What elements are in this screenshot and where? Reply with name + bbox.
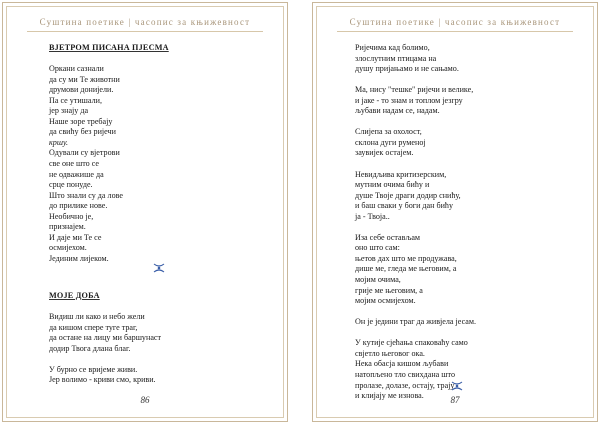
poem-line: љубави надам се, надам. [355,106,440,116]
poem-line: све оне што се [49,159,99,169]
poem-line: Јединим лијеком. [49,253,109,263]
poem-line: Он је једини траг да живјела јесам. [355,317,476,327]
poem-line: Што знали су да лове [49,190,123,200]
poem-line: У бурно се вријеме живи. [49,364,138,374]
poem-line: јер знају да [49,106,89,116]
poem-line: не одважише да [49,169,104,179]
poem-title: ВЈЕТРОМ ПИСАНА ПЈЕСМА [49,43,169,52]
poem-line: да свићу без ријечи [49,127,116,137]
poem-line: Па се утишали, [49,95,102,105]
poem-line: Видиш ли како и небо жели [49,312,145,322]
poem-line: дише ме, гледа ме његовим, а [355,264,457,274]
poem-vjetrom [49,43,267,264]
left-page [2,2,288,422]
poem-line: натопљено тло свихдана што [355,369,456,379]
poem-line: душу пријањамо и не сањамо. [355,64,459,74]
poem-line: злослутним птицама на [355,53,437,63]
poem-line: душе Твоје драги додир снићу, [355,190,461,200]
running-head: Суштина поетике | часопис за књижевност [39,17,251,27]
poem-line: друмови донијели. [49,85,114,95]
poem-line: Слијепа за охолост, [355,127,422,137]
poem-line: У кутије сјећања спаковаћу само [355,338,468,348]
poem-continuation [355,43,577,402]
poem-line: кршу. [49,137,69,147]
poem-title: МОЈЕ ДОБА [49,291,100,300]
poem-line: додир Твога длана благ. [49,343,131,353]
poem-line: да кишом спере туге траг, [49,322,138,332]
poem-line: Иза себе остављам [355,232,421,242]
poem-line: Одували су вјетрови [49,148,120,158]
poem-line: грије ме његовим, а [355,285,423,295]
poem-line: Наше зоре требају [49,116,113,126]
poem-moje-doba [49,291,267,386]
page-number: 87 [450,395,460,405]
poem-line: да остане на лицу ми баршунаст [49,333,162,343]
poem-line: и баш сваки у боги дан бићу [355,201,454,211]
poem-line: да су ми Те животни [49,74,120,84]
poem-line: И даје ми Те се [49,232,102,242]
poem-line: склона дуги руменој [355,137,426,147]
fleuron-ornament-icon [451,381,463,391]
poem-line: ја - Твоја.. [355,211,390,221]
poem-line: осмијехом. [49,243,87,253]
poem-line: мојим очима, [355,275,401,285]
page-number: 86 [140,395,150,405]
poem-line: до прилике нове. [49,201,108,211]
poem-line: Оркани сазнали [49,64,104,74]
poem-line: Нека обасја кишом љубави [355,359,449,369]
right-page [312,2,598,422]
poem-line: Ма, нису "тешке" ријечи и велике, [355,85,474,95]
poem-line: мојим осмијехом. [355,296,416,306]
poem-line: признајем. [49,222,86,232]
poem-line: и јаке - то знам и топлом језгру [355,95,463,105]
fleuron-ornament-icon [153,263,165,273]
header-rule [27,31,263,32]
poem-line: свјетло његовог ока. [355,348,425,358]
poem-line: Јер волимо - криви смо, криви. [49,375,156,385]
poem-line: мутним очима бићу и [355,180,430,190]
poem-line: оно што сам: [355,243,400,253]
poem-line: и клијају ме изнова. [355,391,424,401]
header-rule [337,31,573,32]
poem-line: Невидљива критизерским, [355,169,447,179]
running-head: Суштина поетике | часопис за књижевност [349,17,561,27]
poem-line: Ријечима кад болимо, [355,43,430,52]
poem-line: пролазе, долазе, остају, трају [355,380,455,390]
poem-line: заувијек остајем. [355,148,414,158]
poem-line: Необично је, [49,211,94,221]
poem-line: њетов дах што ме продужава, [355,253,457,263]
poem-line: срце понуде. [49,180,93,190]
